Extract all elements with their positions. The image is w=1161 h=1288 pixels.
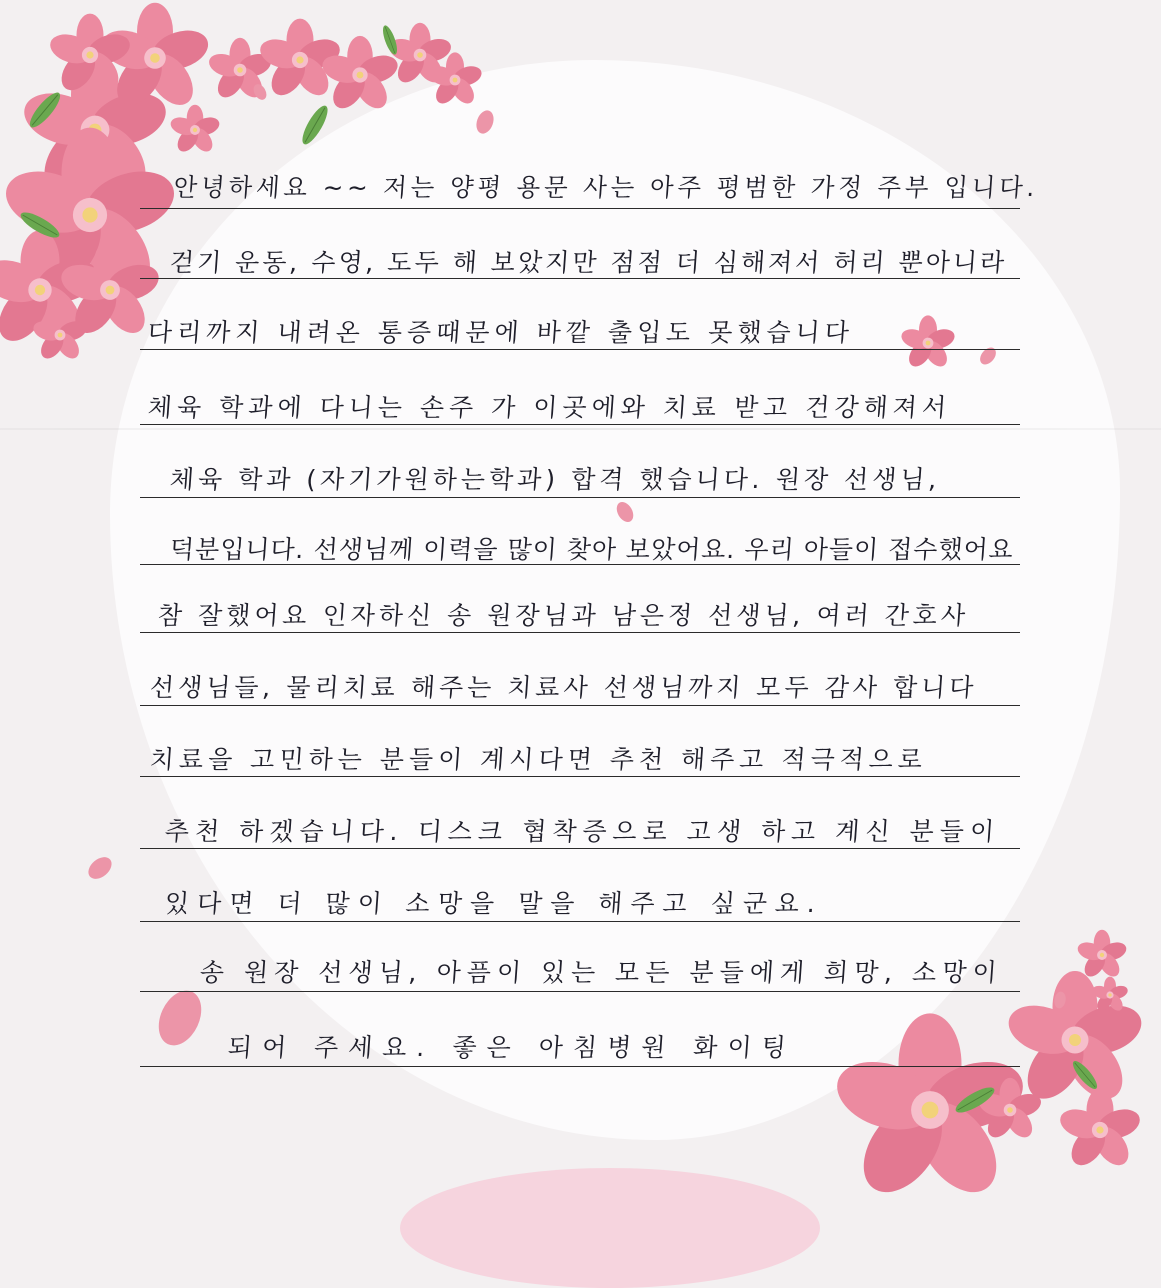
letter-line-9: 치료을 고민하는 분들이 계시다면 추천 해주고 적극적으로 bbox=[148, 745, 929, 774]
letter-line-6: 덕분입니다. 선생님께 이력을 많이 찾아 보았어요. 우리 아들이 접수했어요 bbox=[168, 535, 1015, 564]
petal-icon bbox=[613, 499, 636, 525]
letter-line-12: 송 원장 선생님, 아픔이 있는 모든 분들에게 희망, 소망이 bbox=[198, 958, 1004, 987]
ruled-line bbox=[140, 349, 1020, 350]
ruled-line bbox=[140, 921, 1020, 922]
letter-line-5: 체육 학과 (자기가원하는학과) 합격 했습니다. 원장 선생님, bbox=[168, 465, 942, 494]
ruled-line bbox=[140, 1066, 1020, 1067]
petal-icon bbox=[473, 108, 496, 136]
letter-line-13: 되어 주세요. 좋은 아침병원 화이팅 bbox=[226, 1033, 797, 1062]
letter-line-4: 체육 학과에 다니는 손주 가 이곳에와 치료 받고 건강해져서 bbox=[146, 393, 953, 422]
letter-line-11: 있다면 더 많이 소망을 말을 해주고 싶군요. bbox=[163, 889, 825, 918]
letter-line-10: 추천 하겠습니다. 디스크 협착증으로 고생 하고 계신 분들이 bbox=[163, 817, 1002, 846]
letter-line-3: 다리까지 내려온 통증때문에 바깥 출입도 못했습니다 bbox=[146, 318, 855, 347]
cherry-blossom-icon bbox=[168, 105, 221, 156]
ruled-line bbox=[140, 991, 1020, 992]
letter-line-2: 걷기 운동, 수영, 도두 해 보았지만 점점 더 심해져서 허리 뿐아니라 bbox=[168, 248, 1009, 277]
letter-line-7: 참 잘했어요 인자하신 송 원장님과 남은정 선생님, 여러 간호사 bbox=[156, 601, 971, 630]
petal-icon bbox=[150, 984, 209, 1052]
ruled-line bbox=[140, 705, 1020, 706]
letter-line-8: 선생님들, 물리치료 해주는 치료사 선생님까지 모두 감사 합니다 bbox=[148, 673, 979, 702]
cherry-blossom-icon bbox=[1056, 1089, 1143, 1172]
cherry-blossom-icon bbox=[1075, 930, 1128, 981]
ruled-line bbox=[140, 497, 1020, 498]
ruled-line bbox=[140, 776, 1020, 777]
leaf-icon bbox=[298, 102, 332, 147]
petal-icon bbox=[84, 853, 116, 883]
ruled-line bbox=[140, 208, 1020, 209]
letter-line-1: 안녕하세요 ~~ 저는 양평 용문 사는 아주 평범한 가정 주부 입니다. bbox=[172, 173, 1040, 202]
ruled-line bbox=[140, 424, 1020, 425]
petal-icon bbox=[977, 345, 999, 368]
cherry-blossom-icon bbox=[899, 315, 957, 370]
ruled-line bbox=[140, 632, 1020, 633]
ruled-line bbox=[140, 848, 1020, 849]
